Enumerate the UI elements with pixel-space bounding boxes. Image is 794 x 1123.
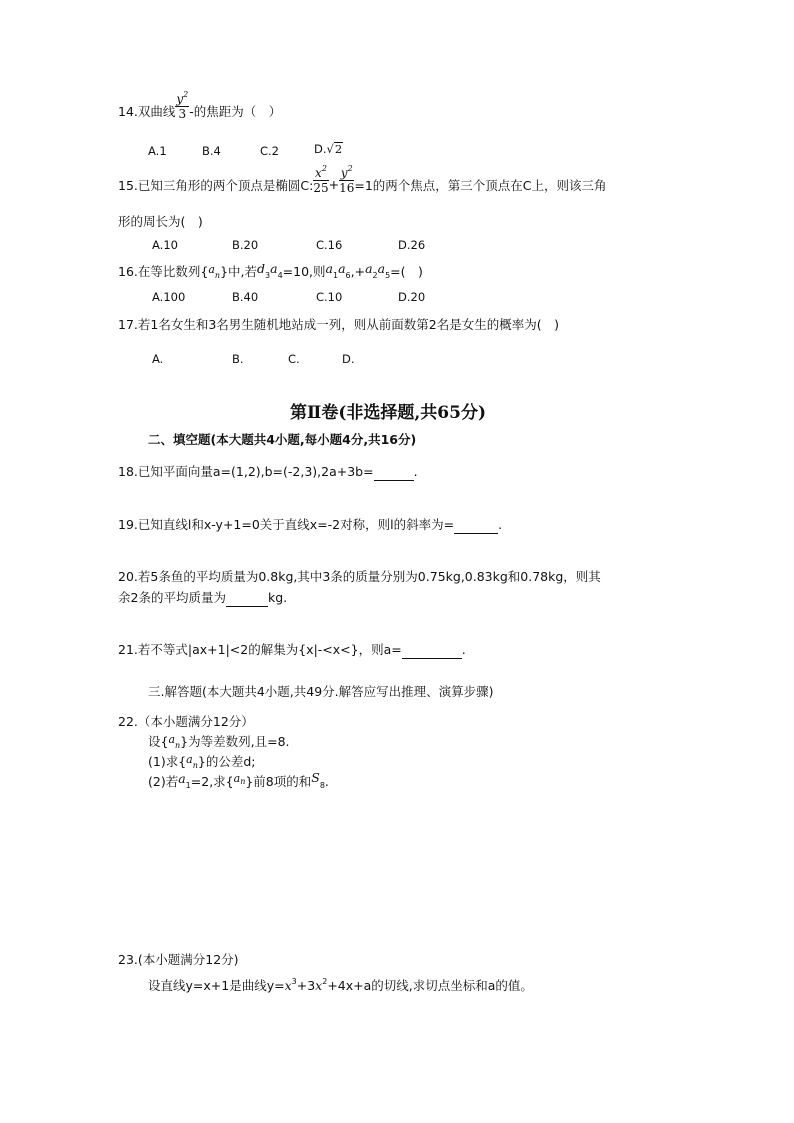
q17-option-b: B.	[232, 352, 244, 366]
q16-option-a: A.100	[152, 290, 186, 304]
question-14	[118, 90, 282, 129]
q14-option-a: A.1	[148, 144, 167, 158]
q17-option-d: D.	[342, 352, 355, 366]
q15-option-b: B.20	[232, 238, 259, 252]
q23-heading: 23.(本小题满分12分)	[118, 952, 239, 967]
question-20-line-1: 20.若5条鱼的平均质量为0.8kg,其中3条的质量分别为0.75kg,0.83kg和0.78kg，则其	[118, 569, 601, 584]
q15-fraction-x: $\frac{x^2}{25}$	[313, 164, 329, 195]
q14-option-c: C.2	[260, 144, 280, 158]
q22-line-3: (2)若$a_1=2$,求$\{a^n\}$前8项的和$S_8$.	[148, 770, 329, 790]
q15-line-2: 形的周长为( )	[118, 214, 203, 229]
q22-line-2: (1)求$\{a_n\}$的公差d;	[148, 753, 256, 770]
q16-option-b: B.40	[232, 290, 259, 304]
q18-answer-blank	[374, 464, 414, 481]
q15-option-d: D.26	[398, 238, 426, 252]
question-21: 21.若不等式|ax+1|<2的解集为{x|-<x<}，则a= .	[118, 642, 466, 657]
section-2-title: 第Ⅱ卷(非选择题,共65分)	[290, 403, 486, 423]
q15-option-c: C.16	[316, 238, 343, 252]
question-18: 18.已知平面向量a=(1,2),b=(-2,3),2a+3b= .	[118, 464, 418, 479]
question-15: 15.已知三角形的两个顶点是椭圆C: $\frac{x^2}{25}$ + $\frac{y^2}{16}$ =1的两个焦点，第三个顶点在C上，则该三角	[118, 164, 607, 195]
q14-prefix: 14.双曲线	[118, 104, 176, 119]
q15-fraction-y: $\frac{y^2}{16}$	[339, 164, 355, 195]
q21-answer-blank	[402, 642, 462, 659]
q14-d-radicand: 2	[334, 142, 343, 156]
q19-answer-blank	[454, 517, 498, 534]
question-19: 19.已知直线l和x-y+1=0关于直线x=-2对称，则l的斜率为= .	[118, 517, 503, 532]
q15-option-a: A.10	[152, 238, 178, 252]
fill-in-heading: 二、填空题(本大题共4小题,每小题4分,共16分)	[148, 432, 417, 447]
q17-option-a: A.	[152, 352, 164, 366]
question-17: 17.若1名女生和3名男生随机地站成一列，则从前面数第2名是女生的概率为( )	[118, 317, 559, 332]
q14-option-d: D.√2	[314, 142, 343, 156]
q22-heading: 22.（本小题满分12分）	[118, 714, 254, 729]
q14-fraction: $\frac{y^2}{3}$	[176, 90, 189, 121]
solve-heading: 三.解答题(本大题共4小题,共49分.解答应写出推理、演算步骤)	[148, 684, 494, 699]
question-20-line-2: 余2条的平均质量为 kg.	[118, 590, 288, 605]
q16-option-d: D.20	[398, 290, 426, 304]
question-16: 16.在等比数列$\{a_n\}$中,若$d_3a_4=10$,则$a_1a_6,+a_2a_5=$( )	[118, 261, 423, 280]
q14-suffix: -的焦距为（ ）	[189, 104, 282, 119]
sqrt-sign: √	[326, 142, 334, 156]
q14-option-b: B.4	[202, 144, 221, 158]
q20-answer-blank	[226, 590, 268, 607]
q16-option-c: C.10	[316, 290, 343, 304]
q23-line-1: 设直线y=x+1是曲线$y=x^3+3x^2+4x+a$的切线,求切点坐标和a的值。	[148, 977, 533, 993]
q15-suffix: =1的两个焦点，第三个顶点在C上，则该三角	[354, 178, 607, 193]
q22-line-1: 设$\{a_n\}$为等差数列,且=8.	[148, 733, 290, 750]
q15-prefix: 15.已知三角形的两个顶点是椭圆C:	[118, 178, 314, 193]
q17-option-c: C.	[288, 352, 300, 366]
